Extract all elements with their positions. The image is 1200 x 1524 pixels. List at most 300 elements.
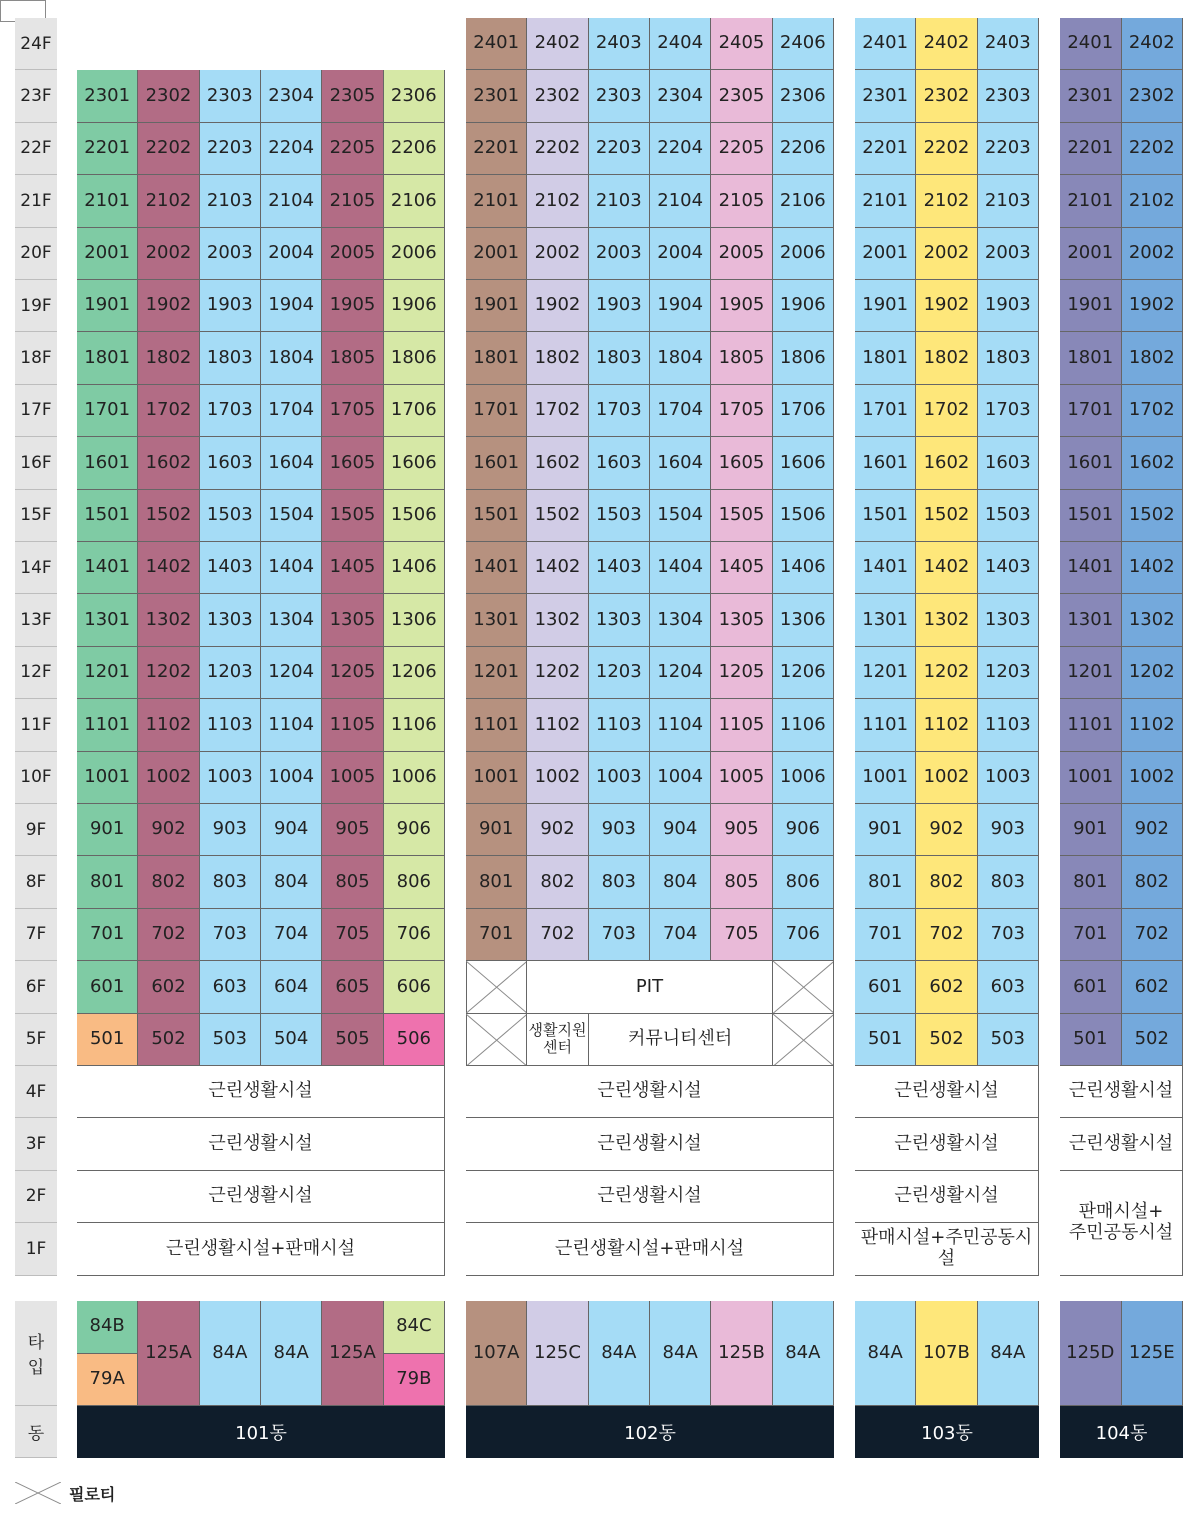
unit-1201[interactable]: 1201 xyxy=(466,647,527,699)
unit-1802[interactable]: 1802 xyxy=(916,332,977,384)
unit-1602[interactable]: 1602 xyxy=(527,437,588,489)
unit-1203[interactable]: 1203 xyxy=(978,647,1039,699)
unit-1403[interactable]: 1403 xyxy=(200,542,261,594)
unit-1204[interactable]: 1204 xyxy=(261,647,322,699)
unit-2302[interactable]: 2302 xyxy=(916,70,977,122)
unit-1506[interactable]: 1506 xyxy=(773,490,834,542)
unit-1702[interactable]: 1702 xyxy=(1122,385,1184,437)
unit-703[interactable]: 703 xyxy=(589,909,650,961)
unit-702[interactable]: 702 xyxy=(138,909,199,961)
unit-2006[interactable]: 2006 xyxy=(384,228,445,280)
unit-2302[interactable]: 2302 xyxy=(1122,70,1184,122)
unit-2201[interactable]: 2201 xyxy=(855,123,916,175)
unit-1201[interactable]: 1201 xyxy=(1060,647,1122,699)
unit-1702[interactable]: 1702 xyxy=(527,385,588,437)
unit-1304[interactable]: 1304 xyxy=(261,594,322,646)
unit-902[interactable]: 902 xyxy=(916,804,977,856)
unit-2203[interactable]: 2203 xyxy=(200,123,261,175)
unit-2101[interactable]: 2101 xyxy=(77,175,138,227)
unit-1004[interactable]: 1004 xyxy=(650,752,711,804)
unit-602[interactable]: 602 xyxy=(1122,961,1184,1013)
unit-2202[interactable]: 2202 xyxy=(1122,123,1184,175)
unit-1603[interactable]: 1603 xyxy=(589,437,650,489)
unit-1302[interactable]: 1302 xyxy=(1122,594,1184,646)
unit-1704[interactable]: 1704 xyxy=(650,385,711,437)
unit-1201[interactable]: 1201 xyxy=(77,647,138,699)
unit-1503[interactable]: 1503 xyxy=(200,490,261,542)
unit-2402[interactable]: 2402 xyxy=(527,18,588,70)
unit-805[interactable]: 805 xyxy=(322,856,383,908)
unit-1805[interactable]: 1805 xyxy=(711,332,772,384)
unit-2401[interactable]: 2401 xyxy=(855,18,916,70)
unit-706[interactable]: 706 xyxy=(384,909,445,961)
unit-502[interactable]: 502 xyxy=(1122,1014,1184,1066)
unit-1501[interactable]: 1501 xyxy=(466,490,527,542)
unit-1701[interactable]: 1701 xyxy=(855,385,916,437)
unit-2206[interactable]: 2206 xyxy=(773,123,834,175)
unit-1501[interactable]: 1501 xyxy=(1060,490,1122,542)
unit-1002[interactable]: 1002 xyxy=(916,752,977,804)
unit-1103[interactable]: 1103 xyxy=(589,699,650,751)
unit-1605[interactable]: 1605 xyxy=(711,437,772,489)
unit-1504[interactable]: 1504 xyxy=(650,490,711,542)
unit-2005[interactable]: 2005 xyxy=(322,228,383,280)
unit-1602[interactable]: 1602 xyxy=(916,437,977,489)
unit-1003[interactable]: 1003 xyxy=(200,752,261,804)
unit-2005[interactable]: 2005 xyxy=(711,228,772,280)
unit-1503[interactable]: 1503 xyxy=(589,490,650,542)
unit-701[interactable]: 701 xyxy=(855,909,916,961)
unit-1706[interactable]: 1706 xyxy=(384,385,445,437)
unit-1104[interactable]: 1104 xyxy=(650,699,711,751)
unit-2405[interactable]: 2405 xyxy=(711,18,772,70)
unit-605[interactable]: 605 xyxy=(322,961,383,1013)
unit-2303[interactable]: 2303 xyxy=(200,70,261,122)
unit-601[interactable]: 601 xyxy=(1060,961,1122,1013)
unit-1104[interactable]: 1104 xyxy=(261,699,322,751)
unit-1101[interactable]: 1101 xyxy=(1060,699,1122,751)
unit-1601[interactable]: 1601 xyxy=(466,437,527,489)
unit-802[interactable]: 802 xyxy=(1122,856,1184,908)
unit-2004[interactable]: 2004 xyxy=(261,228,322,280)
unit-1103[interactable]: 1103 xyxy=(978,699,1039,751)
unit-1302[interactable]: 1302 xyxy=(916,594,977,646)
unit-705[interactable]: 705 xyxy=(711,909,772,961)
unit-702[interactable]: 702 xyxy=(527,909,588,961)
unit-805[interactable]: 805 xyxy=(711,856,772,908)
unit-1402[interactable]: 1402 xyxy=(1122,542,1184,594)
unit-1202[interactable]: 1202 xyxy=(1122,647,1184,699)
unit-1101[interactable]: 1101 xyxy=(77,699,138,751)
unit-1502[interactable]: 1502 xyxy=(1122,490,1184,542)
unit-1105[interactable]: 1105 xyxy=(711,699,772,751)
unit-1205[interactable]: 1205 xyxy=(711,647,772,699)
unit-2106[interactable]: 2106 xyxy=(773,175,834,227)
unit-1604[interactable]: 1604 xyxy=(650,437,711,489)
unit-906[interactable]: 906 xyxy=(384,804,445,856)
unit-2304[interactable]: 2304 xyxy=(261,70,322,122)
unit-1703[interactable]: 1703 xyxy=(978,385,1039,437)
unit-2002[interactable]: 2002 xyxy=(527,228,588,280)
unit-1506[interactable]: 1506 xyxy=(384,490,445,542)
unit-2203[interactable]: 2203 xyxy=(978,123,1039,175)
unit-1602[interactable]: 1602 xyxy=(138,437,199,489)
unit-502[interactable]: 502 xyxy=(916,1014,977,1066)
unit-1203[interactable]: 1203 xyxy=(200,647,261,699)
unit-1601[interactable]: 1601 xyxy=(855,437,916,489)
unit-1001[interactable]: 1001 xyxy=(77,752,138,804)
unit-1001[interactable]: 1001 xyxy=(466,752,527,804)
unit-1405[interactable]: 1405 xyxy=(322,542,383,594)
unit-2202[interactable]: 2202 xyxy=(138,123,199,175)
unit-902[interactable]: 902 xyxy=(527,804,588,856)
unit-2402[interactable]: 2402 xyxy=(916,18,977,70)
unit-2302[interactable]: 2302 xyxy=(138,70,199,122)
unit-1105[interactable]: 1105 xyxy=(322,699,383,751)
unit-1705[interactable]: 1705 xyxy=(322,385,383,437)
unit-1804[interactable]: 1804 xyxy=(650,332,711,384)
unit-1903[interactable]: 1903 xyxy=(200,280,261,332)
unit-1706[interactable]: 1706 xyxy=(773,385,834,437)
unit-2205[interactable]: 2205 xyxy=(711,123,772,175)
unit-2305[interactable]: 2305 xyxy=(711,70,772,122)
unit-2306[interactable]: 2306 xyxy=(384,70,445,122)
unit-1803[interactable]: 1803 xyxy=(589,332,650,384)
unit-1904[interactable]: 1904 xyxy=(650,280,711,332)
unit-1404[interactable]: 1404 xyxy=(261,542,322,594)
unit-1306[interactable]: 1306 xyxy=(773,594,834,646)
unit-1804[interactable]: 1804 xyxy=(261,332,322,384)
unit-1801[interactable]: 1801 xyxy=(855,332,916,384)
unit-2003[interactable]: 2003 xyxy=(978,228,1039,280)
unit-902[interactable]: 902 xyxy=(138,804,199,856)
unit-506[interactable]: 506 xyxy=(384,1014,445,1066)
unit-2001[interactable]: 2001 xyxy=(855,228,916,280)
unit-904[interactable]: 904 xyxy=(650,804,711,856)
unit-803[interactable]: 803 xyxy=(200,856,261,908)
unit-1401[interactable]: 1401 xyxy=(855,542,916,594)
unit-1502[interactable]: 1502 xyxy=(527,490,588,542)
unit-2201[interactable]: 2201 xyxy=(77,123,138,175)
unit-1703[interactable]: 1703 xyxy=(589,385,650,437)
unit-1702[interactable]: 1702 xyxy=(138,385,199,437)
unit-1402[interactable]: 1402 xyxy=(138,542,199,594)
unit-2202[interactable]: 2202 xyxy=(527,123,588,175)
unit-703[interactable]: 703 xyxy=(200,909,261,961)
unit-505[interactable]: 505 xyxy=(322,1014,383,1066)
unit-1006[interactable]: 1006 xyxy=(773,752,834,804)
unit-1402[interactable]: 1402 xyxy=(916,542,977,594)
unit-1606[interactable]: 1606 xyxy=(384,437,445,489)
unit-1305[interactable]: 1305 xyxy=(711,594,772,646)
unit-601[interactable]: 601 xyxy=(855,961,916,1013)
unit-1302[interactable]: 1302 xyxy=(138,594,199,646)
unit-1806[interactable]: 1806 xyxy=(384,332,445,384)
unit-2206[interactable]: 2206 xyxy=(384,123,445,175)
unit-1402[interactable]: 1402 xyxy=(527,542,588,594)
unit-2103[interactable]: 2103 xyxy=(200,175,261,227)
unit-1801[interactable]: 1801 xyxy=(77,332,138,384)
unit-1001[interactable]: 1001 xyxy=(855,752,916,804)
unit-2201[interactable]: 2201 xyxy=(1060,123,1122,175)
unit-1501[interactable]: 1501 xyxy=(855,490,916,542)
unit-901[interactable]: 901 xyxy=(466,804,527,856)
unit-1101[interactable]: 1101 xyxy=(466,699,527,751)
unit-1102[interactable]: 1102 xyxy=(527,699,588,751)
unit-1005[interactable]: 1005 xyxy=(711,752,772,804)
unit-2103[interactable]: 2103 xyxy=(589,175,650,227)
unit-1606[interactable]: 1606 xyxy=(773,437,834,489)
unit-602[interactable]: 602 xyxy=(138,961,199,1013)
unit-1902[interactable]: 1902 xyxy=(138,280,199,332)
unit-603[interactable]: 603 xyxy=(978,961,1039,1013)
unit-1704[interactable]: 1704 xyxy=(261,385,322,437)
unit-705[interactable]: 705 xyxy=(322,909,383,961)
unit-903[interactable]: 903 xyxy=(200,804,261,856)
unit-1503[interactable]: 1503 xyxy=(978,490,1039,542)
unit-2303[interactable]: 2303 xyxy=(589,70,650,122)
unit-706[interactable]: 706 xyxy=(773,909,834,961)
unit-902[interactable]: 902 xyxy=(1122,804,1184,856)
unit-1906[interactable]: 1906 xyxy=(384,280,445,332)
unit-1904[interactable]: 1904 xyxy=(261,280,322,332)
unit-2101[interactable]: 2101 xyxy=(466,175,527,227)
unit-1901[interactable]: 1901 xyxy=(855,280,916,332)
unit-603[interactable]: 603 xyxy=(200,961,261,1013)
unit-1602[interactable]: 1602 xyxy=(1122,437,1184,489)
unit-1406[interactable]: 1406 xyxy=(384,542,445,594)
unit-704[interactable]: 704 xyxy=(650,909,711,961)
unit-1806[interactable]: 1806 xyxy=(773,332,834,384)
unit-2301[interactable]: 2301 xyxy=(1060,70,1122,122)
unit-2101[interactable]: 2101 xyxy=(855,175,916,227)
unit-2004[interactable]: 2004 xyxy=(650,228,711,280)
unit-1501[interactable]: 1501 xyxy=(77,490,138,542)
unit-1005[interactable]: 1005 xyxy=(322,752,383,804)
unit-701[interactable]: 701 xyxy=(466,909,527,961)
unit-1902[interactable]: 1902 xyxy=(1122,280,1184,332)
unit-1903[interactable]: 1903 xyxy=(978,280,1039,332)
unit-804[interactable]: 804 xyxy=(261,856,322,908)
unit-804[interactable]: 804 xyxy=(650,856,711,908)
unit-2001[interactable]: 2001 xyxy=(1060,228,1122,280)
unit-1901[interactable]: 1901 xyxy=(77,280,138,332)
unit-1103[interactable]: 1103 xyxy=(200,699,261,751)
unit-1303[interactable]: 1303 xyxy=(978,594,1039,646)
unit-1906[interactable]: 1906 xyxy=(773,280,834,332)
unit-701[interactable]: 701 xyxy=(1060,909,1122,961)
unit-1303[interactable]: 1303 xyxy=(200,594,261,646)
unit-806[interactable]: 806 xyxy=(773,856,834,908)
unit-1206[interactable]: 1206 xyxy=(384,647,445,699)
unit-2104[interactable]: 2104 xyxy=(261,175,322,227)
unit-2106[interactable]: 2106 xyxy=(384,175,445,227)
unit-2105[interactable]: 2105 xyxy=(322,175,383,227)
unit-501[interactable]: 501 xyxy=(855,1014,916,1066)
unit-803[interactable]: 803 xyxy=(978,856,1039,908)
unit-1206[interactable]: 1206 xyxy=(773,647,834,699)
unit-1802[interactable]: 1802 xyxy=(527,332,588,384)
unit-1301[interactable]: 1301 xyxy=(1060,594,1122,646)
unit-2306[interactable]: 2306 xyxy=(773,70,834,122)
unit-1203[interactable]: 1203 xyxy=(589,647,650,699)
unit-2406[interactable]: 2406 xyxy=(773,18,834,70)
unit-2002[interactable]: 2002 xyxy=(1122,228,1184,280)
unit-801[interactable]: 801 xyxy=(466,856,527,908)
unit-1401[interactable]: 1401 xyxy=(1060,542,1122,594)
unit-2102[interactable]: 2102 xyxy=(527,175,588,227)
unit-1702[interactable]: 1702 xyxy=(916,385,977,437)
unit-802[interactable]: 802 xyxy=(527,856,588,908)
unit-1304[interactable]: 1304 xyxy=(650,594,711,646)
unit-1102[interactable]: 1102 xyxy=(138,699,199,751)
unit-2003[interactable]: 2003 xyxy=(200,228,261,280)
unit-1605[interactable]: 1605 xyxy=(322,437,383,489)
unit-502[interactable]: 502 xyxy=(138,1014,199,1066)
unit-2404[interactable]: 2404 xyxy=(650,18,711,70)
unit-901[interactable]: 901 xyxy=(855,804,916,856)
unit-2101[interactable]: 2101 xyxy=(1060,175,1122,227)
unit-1902[interactable]: 1902 xyxy=(916,280,977,332)
unit-2305[interactable]: 2305 xyxy=(322,70,383,122)
unit-1505[interactable]: 1505 xyxy=(322,490,383,542)
unit-1405[interactable]: 1405 xyxy=(711,542,772,594)
unit-1603[interactable]: 1603 xyxy=(200,437,261,489)
unit-2303[interactable]: 2303 xyxy=(978,70,1039,122)
unit-1502[interactable]: 1502 xyxy=(138,490,199,542)
unit-803[interactable]: 803 xyxy=(589,856,650,908)
unit-905[interactable]: 905 xyxy=(711,804,772,856)
unit-1306[interactable]: 1306 xyxy=(384,594,445,646)
unit-2301[interactable]: 2301 xyxy=(466,70,527,122)
unit-1403[interactable]: 1403 xyxy=(978,542,1039,594)
unit-2403[interactable]: 2403 xyxy=(978,18,1039,70)
unit-702[interactable]: 702 xyxy=(916,909,977,961)
unit-1002[interactable]: 1002 xyxy=(1122,752,1184,804)
unit-1302[interactable]: 1302 xyxy=(527,594,588,646)
unit-801[interactable]: 801 xyxy=(1060,856,1122,908)
unit-1002[interactable]: 1002 xyxy=(527,752,588,804)
unit-501[interactable]: 501 xyxy=(1060,1014,1122,1066)
unit-906[interactable]: 906 xyxy=(773,804,834,856)
unit-1401[interactable]: 1401 xyxy=(466,542,527,594)
unit-604[interactable]: 604 xyxy=(261,961,322,1013)
unit-1301[interactable]: 1301 xyxy=(855,594,916,646)
unit-702[interactable]: 702 xyxy=(1122,909,1184,961)
unit-2102[interactable]: 2102 xyxy=(1122,175,1184,227)
unit-2105[interactable]: 2105 xyxy=(711,175,772,227)
unit-1001[interactable]: 1001 xyxy=(1060,752,1122,804)
unit-905[interactable]: 905 xyxy=(322,804,383,856)
unit-903[interactable]: 903 xyxy=(978,804,1039,856)
unit-2201[interactable]: 2201 xyxy=(466,123,527,175)
unit-2202[interactable]: 2202 xyxy=(916,123,977,175)
unit-1805[interactable]: 1805 xyxy=(322,332,383,384)
unit-1301[interactable]: 1301 xyxy=(77,594,138,646)
unit-2301[interactable]: 2301 xyxy=(77,70,138,122)
unit-801[interactable]: 801 xyxy=(77,856,138,908)
unit-2001[interactable]: 2001 xyxy=(77,228,138,280)
unit-2102[interactable]: 2102 xyxy=(916,175,977,227)
unit-1903[interactable]: 1903 xyxy=(589,280,650,332)
unit-2401[interactable]: 2401 xyxy=(466,18,527,70)
unit-601[interactable]: 601 xyxy=(77,961,138,1013)
unit-703[interactable]: 703 xyxy=(978,909,1039,961)
unit-1403[interactable]: 1403 xyxy=(589,542,650,594)
unit-602[interactable]: 602 xyxy=(916,961,977,1013)
unit-1204[interactable]: 1204 xyxy=(650,647,711,699)
unit-1803[interactable]: 1803 xyxy=(978,332,1039,384)
unit-2302[interactable]: 2302 xyxy=(527,70,588,122)
unit-1701[interactable]: 1701 xyxy=(466,385,527,437)
unit-2401[interactable]: 2401 xyxy=(1060,18,1122,70)
unit-904[interactable]: 904 xyxy=(261,804,322,856)
unit-1801[interactable]: 1801 xyxy=(1060,332,1122,384)
unit-1406[interactable]: 1406 xyxy=(773,542,834,594)
unit-1106[interactable]: 1106 xyxy=(773,699,834,751)
unit-2204[interactable]: 2204 xyxy=(650,123,711,175)
unit-1705[interactable]: 1705 xyxy=(711,385,772,437)
unit-802[interactable]: 802 xyxy=(138,856,199,908)
unit-901[interactable]: 901 xyxy=(1060,804,1122,856)
unit-2102[interactable]: 2102 xyxy=(138,175,199,227)
unit-701[interactable]: 701 xyxy=(77,909,138,961)
unit-2001[interactable]: 2001 xyxy=(466,228,527,280)
unit-801[interactable]: 801 xyxy=(855,856,916,908)
unit-1703[interactable]: 1703 xyxy=(200,385,261,437)
unit-2003[interactable]: 2003 xyxy=(589,228,650,280)
unit-1701[interactable]: 1701 xyxy=(77,385,138,437)
unit-503[interactable]: 503 xyxy=(978,1014,1039,1066)
unit-606[interactable]: 606 xyxy=(384,961,445,1013)
unit-1601[interactable]: 1601 xyxy=(77,437,138,489)
unit-1102[interactable]: 1102 xyxy=(1122,699,1184,751)
unit-1102[interactable]: 1102 xyxy=(916,699,977,751)
unit-1701[interactable]: 1701 xyxy=(1060,385,1122,437)
unit-1802[interactable]: 1802 xyxy=(1122,332,1184,384)
unit-2304[interactable]: 2304 xyxy=(650,70,711,122)
unit-1003[interactable]: 1003 xyxy=(589,752,650,804)
unit-1604[interactable]: 1604 xyxy=(261,437,322,489)
unit-2402[interactable]: 2402 xyxy=(1122,18,1184,70)
unit-1504[interactable]: 1504 xyxy=(261,490,322,542)
unit-1205[interactable]: 1205 xyxy=(322,647,383,699)
unit-1003[interactable]: 1003 xyxy=(978,752,1039,804)
unit-806[interactable]: 806 xyxy=(384,856,445,908)
unit-1201[interactable]: 1201 xyxy=(855,647,916,699)
unit-1202[interactable]: 1202 xyxy=(138,647,199,699)
unit-1902[interactable]: 1902 xyxy=(527,280,588,332)
unit-2204[interactable]: 2204 xyxy=(261,123,322,175)
unit-1202[interactable]: 1202 xyxy=(527,647,588,699)
unit-1603[interactable]: 1603 xyxy=(978,437,1039,489)
unit-1802[interactable]: 1802 xyxy=(138,332,199,384)
unit-2002[interactable]: 2002 xyxy=(138,228,199,280)
unit-1803[interactable]: 1803 xyxy=(200,332,261,384)
unit-1901[interactable]: 1901 xyxy=(1060,280,1122,332)
unit-1404[interactable]: 1404 xyxy=(650,542,711,594)
unit-1305[interactable]: 1305 xyxy=(322,594,383,646)
unit-1303[interactable]: 1303 xyxy=(589,594,650,646)
unit-503[interactable]: 503 xyxy=(200,1014,261,1066)
unit-1002[interactable]: 1002 xyxy=(138,752,199,804)
unit-1502[interactable]: 1502 xyxy=(916,490,977,542)
unit-1006[interactable]: 1006 xyxy=(384,752,445,804)
unit-2103[interactable]: 2103 xyxy=(978,175,1039,227)
unit-1301[interactable]: 1301 xyxy=(466,594,527,646)
unit-1202[interactable]: 1202 xyxy=(916,647,977,699)
unit-802[interactable]: 802 xyxy=(916,856,977,908)
